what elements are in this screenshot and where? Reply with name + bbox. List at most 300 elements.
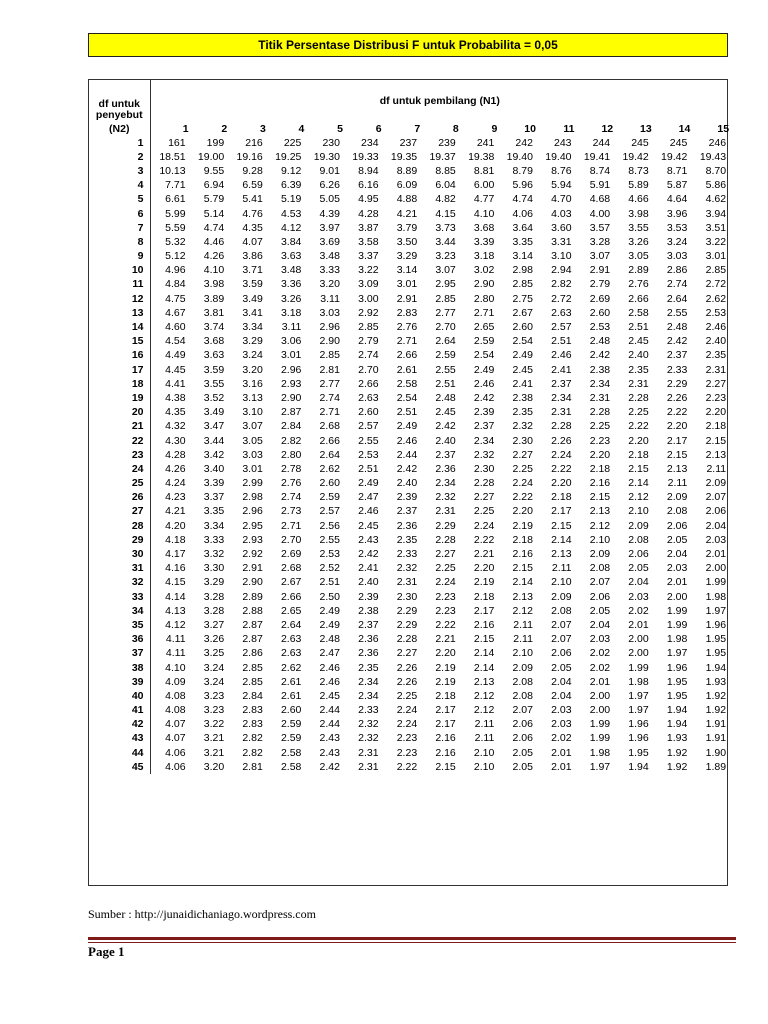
table-cell: 3.39	[473, 235, 495, 248]
table-cell: 2.60	[319, 477, 340, 490]
table-cell: 4.95	[358, 193, 379, 206]
table-cell: 2.40	[396, 477, 418, 490]
column-header: 9	[491, 123, 498, 135]
table-cell: 2.22	[473, 533, 495, 546]
table-cell: 2.99	[242, 477, 263, 490]
table-cell: 2.17	[435, 718, 456, 731]
row-df-n2: 18	[89, 377, 150, 391]
table-cell: 3.34	[203, 519, 225, 532]
table-cell: 2.16	[512, 548, 533, 561]
table-cell: 2.60	[280, 704, 302, 717]
table-cell: 1.94	[666, 704, 688, 717]
table-cell: 2.38	[589, 363, 611, 376]
table-cell: 2.00	[705, 562, 727, 575]
table-cell: 2.01	[551, 746, 572, 759]
table-cell: 3.50	[396, 235, 418, 248]
table-cell: 3.28	[203, 590, 225, 603]
table-cell: 19.25	[275, 150, 302, 163]
table-cell: 2.31	[358, 760, 379, 773]
table-row	[89, 448, 729, 462]
table-cell: 3.48	[319, 250, 340, 263]
table-cell: 8.74	[589, 164, 611, 177]
table-cell: 2.45	[435, 406, 456, 419]
table-cell: 3.14	[512, 250, 533, 263]
table-cell: 2.23	[396, 746, 418, 759]
table-cell: 2.15	[705, 434, 727, 447]
table-cell: 2.55	[358, 434, 379, 447]
table-cell: 19.00	[197, 150, 225, 163]
table-cell: 2.76	[628, 278, 649, 291]
table-cell: 3.89	[203, 292, 225, 305]
table-cell: 2.06	[589, 590, 611, 603]
table-cell: 2.09	[705, 477, 727, 490]
table-row	[89, 675, 729, 689]
table-cell: 3.51	[705, 221, 727, 234]
table-cell: 2.31	[435, 505, 456, 518]
table-cell: 2.85	[435, 292, 456, 305]
table-row	[89, 164, 729, 178]
table-cell: 2.57	[358, 420, 379, 433]
table-cell: 3.28	[203, 604, 225, 617]
table-cell: 2.21	[435, 633, 456, 646]
table-cell: 2.58	[280, 760, 302, 773]
table-cell: 2.25	[435, 562, 456, 575]
table-cell: 2.85	[358, 321, 379, 334]
table-cell: 2.31	[705, 363, 727, 376]
table-row	[89, 576, 729, 590]
table-cell: 19.33	[352, 150, 379, 163]
table-cell: 19.42	[622, 150, 649, 163]
row-df-n2: 28	[89, 519, 150, 533]
table-cell: 2.05	[512, 746, 533, 759]
table-cell: 2.15	[435, 760, 456, 773]
table-cell: 2.90	[280, 391, 302, 404]
table-cell: 2.68	[280, 562, 302, 575]
table-cell: 2.24	[551, 448, 572, 461]
table-cell: 2.25	[628, 406, 649, 419]
table-cell: 3.39	[203, 477, 225, 490]
table-cell: 2.37	[396, 505, 418, 518]
table-cell: 2.30	[396, 590, 418, 603]
table-cell: 3.69	[319, 235, 340, 248]
table-cell: 3.00	[358, 292, 379, 305]
row-header-line: (N2)	[89, 122, 150, 136]
footer-rule-thin	[88, 942, 736, 943]
table-cell: 6.26	[319, 179, 340, 192]
row-df-n2: 13	[89, 306, 150, 320]
table-cell: 2.20	[628, 434, 649, 447]
table-cell: 3.01	[705, 250, 727, 263]
table-cell: 4.03	[551, 207, 572, 220]
table-cell: 2.24	[396, 718, 418, 731]
row-df-n2: 6	[89, 207, 150, 221]
table-cell: 2.20	[435, 647, 456, 660]
table-cell: 3.57	[589, 221, 611, 234]
table-row	[89, 207, 729, 221]
row-df-n2: 12	[89, 292, 150, 306]
table-row	[89, 704, 729, 718]
table-cell: 2.35	[705, 349, 727, 362]
table-cell: 2.29	[396, 604, 418, 617]
column-header: 1	[182, 123, 189, 135]
table-cell: 2.86	[666, 264, 688, 277]
table-cell: 2.62	[319, 462, 340, 475]
table-cell: 2.26	[551, 434, 572, 447]
table-cell: 4.62	[705, 193, 727, 206]
table-cell: 4.60	[165, 321, 186, 334]
table-cell: 2.49	[396, 420, 418, 433]
table-cell: 2.65	[473, 321, 495, 334]
table-row	[89, 363, 729, 377]
table-cell: 2.74	[319, 391, 340, 404]
table-cell: 2.96	[242, 505, 263, 518]
table-cell: 2.07	[705, 491, 727, 504]
row-df-n2: 39	[89, 675, 150, 689]
table-cell: 3.07	[242, 420, 263, 433]
table-cell: 3.48	[280, 264, 302, 277]
table-cell: 5.96	[512, 179, 533, 192]
table-cell: 2.48	[319, 633, 340, 646]
table-cell: 3.37	[203, 491, 225, 504]
table-row	[89, 590, 729, 604]
table-cell: 1.99	[589, 732, 611, 745]
column-header: 10	[524, 123, 536, 135]
column-header: 7	[414, 123, 421, 135]
table-cell: 2.96	[280, 363, 302, 376]
table-cell: 2.19	[435, 675, 456, 688]
table-cell: 4.66	[628, 193, 649, 206]
table-cell: 2.61	[396, 363, 418, 376]
table-cell: 4.82	[435, 193, 456, 206]
table-cell: 2.27	[705, 377, 727, 390]
table-cell: 2.54	[396, 391, 418, 404]
table-cell: 2.63	[551, 306, 572, 319]
table-cell: 3.10	[242, 406, 263, 419]
table-cell: 6.39	[280, 179, 302, 192]
table-cell: 2.73	[280, 505, 302, 518]
col-super-header: df untuk pembilang (N1)	[150, 80, 729, 122]
table-cell: 2.38	[512, 391, 533, 404]
table-cell: 1.95	[666, 675, 688, 688]
table-cell: 8.89	[396, 164, 418, 177]
table-cell: 2.35	[358, 661, 379, 674]
row-df-n2: 21	[89, 420, 150, 434]
table-cell: 2.81	[319, 363, 340, 376]
table-cell: 2.10	[512, 647, 533, 660]
table-cell: 4.07	[165, 718, 186, 731]
table-cell: 2.84	[280, 420, 302, 433]
table-cell: 3.60	[551, 221, 572, 234]
table-cell: 2.89	[242, 590, 263, 603]
table-cell: 2.18	[551, 491, 572, 504]
table-cell: 2.87	[242, 618, 263, 631]
table-cell: 2.80	[280, 448, 302, 461]
table-cell: 2.42	[358, 548, 379, 561]
table-cell: 2.11	[513, 618, 533, 631]
table-cell: 3.59	[242, 278, 263, 291]
table-row	[89, 235, 729, 249]
table-cell: 2.15	[589, 491, 611, 504]
table-cell: 2.62	[705, 292, 727, 305]
table-cell: 1.97	[589, 760, 611, 773]
table-cell: 2.07	[512, 704, 533, 717]
row-df-n2: 26	[89, 491, 150, 505]
table-cell: 3.53	[666, 221, 688, 234]
table-cell: 2.85	[705, 264, 727, 277]
column-header: 12	[601, 123, 614, 135]
table-cell: 2.23	[589, 434, 611, 447]
table-cell: 3.23	[203, 704, 225, 717]
table-cell: 2.05	[551, 661, 572, 674]
table-cell: 2.20	[589, 448, 611, 461]
table-cell: 3.63	[203, 349, 225, 362]
table-cell: 4.28	[358, 207, 379, 220]
table-cell: 2.96	[319, 321, 340, 334]
table-cell: 4.53	[280, 207, 302, 220]
table-cell: 3.03	[319, 306, 340, 319]
table-cell: 2.05	[666, 533, 688, 546]
column-header: 2	[221, 123, 228, 135]
table-cell: 4.84	[165, 278, 186, 291]
row-df-n2: 24	[89, 462, 150, 476]
table-cell: 2.37	[473, 420, 495, 433]
table-cell: 5.79	[203, 193, 225, 206]
table-cell: 2.23	[435, 604, 456, 617]
table-cell: 2.31	[551, 406, 572, 419]
page-number: Page 1	[88, 944, 125, 959]
table-cell: 2.44	[319, 718, 340, 731]
table-cell: 4.10	[473, 207, 495, 220]
table-row	[89, 349, 729, 363]
table-cell: 3.44	[203, 434, 225, 447]
table-cell: 225	[283, 136, 302, 149]
table-cell: 9.01	[319, 164, 340, 177]
table-cell: 7.71	[165, 179, 186, 192]
table-cell: 2.50	[319, 590, 340, 603]
table-cell: 2.06	[666, 519, 688, 532]
table-cell: 2.28	[435, 533, 456, 546]
table-cell: 2.04	[628, 576, 649, 589]
table-cell: 3.20	[203, 760, 225, 773]
table-cell: 4.54	[165, 335, 186, 348]
table-cell: 2.82	[242, 746, 263, 759]
table-row	[89, 391, 729, 405]
row-df-n2: 14	[89, 320, 150, 334]
table-cell: 2.91	[589, 264, 611, 277]
table-cell: 18.51	[159, 150, 186, 163]
table-cell: 2.43	[319, 732, 340, 745]
table-cell: 2.19	[435, 661, 456, 674]
table-body	[89, 136, 729, 774]
row-header-line: penyebut	[95, 109, 143, 121]
table-cell: 6.16	[358, 179, 379, 192]
table-cell: 2.22	[628, 420, 649, 433]
table-cell: 2.51	[628, 321, 649, 334]
table-cell: 2.13	[589, 505, 611, 518]
table-cell: 2.20	[666, 420, 688, 433]
table-row	[89, 434, 729, 448]
table-cell: 4.24	[165, 477, 186, 490]
table-cell: 2.71	[396, 335, 418, 348]
table-cell: 3.24	[666, 235, 688, 248]
table-cell: 2.21	[473, 548, 495, 561]
table-cell: 2.79	[358, 335, 379, 348]
table-cell: 6.61	[165, 193, 186, 206]
table-cell: 3.20	[242, 363, 263, 376]
table-cell: 2.71	[319, 406, 340, 419]
table-cell: 2.03	[551, 704, 572, 717]
table-cell: 19.43	[699, 150, 727, 163]
table-cell: 2.11	[513, 633, 533, 646]
table-cell: 3.07	[435, 264, 456, 277]
table-cell: 2.34	[358, 689, 379, 702]
table-cell: 2.55	[435, 363, 456, 376]
row-df-n2: 16	[89, 349, 150, 363]
table-cell: 2.14	[473, 661, 495, 674]
table-cell: 2.49	[319, 618, 340, 631]
table-cell: 5.05	[319, 193, 340, 206]
table-row	[89, 335, 729, 349]
table-cell: 2.10	[551, 576, 572, 589]
table-cell: 2.16	[589, 477, 611, 490]
table-cell: 8.76	[551, 164, 572, 177]
table-cell: 2.58	[628, 306, 649, 319]
table-cell: 237	[399, 136, 418, 149]
table-cell: 2.46	[358, 505, 379, 518]
table-cell: 3.03	[666, 250, 688, 263]
table-cell: 9.12	[280, 164, 302, 177]
table-cell: 1.99	[666, 618, 688, 631]
table-cell: 2.27	[396, 647, 418, 660]
f-table	[89, 80, 729, 774]
table-cell: 4.32	[165, 420, 186, 433]
table-cell: 4.74	[512, 193, 533, 206]
table-cell: 2.98	[512, 264, 533, 277]
table-cell: 2.77	[319, 377, 340, 390]
table-cell: 4.26	[165, 462, 186, 475]
table-cell: 5.87	[666, 179, 688, 192]
table-cell: 3.98	[203, 278, 225, 291]
table-cell: 4.15	[435, 207, 456, 220]
table-cell: 2.62	[280, 661, 302, 674]
table-cell: 2.36	[358, 647, 379, 660]
table-cell: 19.42	[661, 150, 688, 163]
table-cell: 2.26	[396, 675, 418, 688]
table-cell: 4.13	[165, 604, 186, 617]
table-row	[89, 264, 729, 278]
table-cell: 1.95	[705, 647, 727, 660]
table-cell: 2.33	[358, 704, 379, 717]
table-cell: 2.51	[358, 462, 379, 475]
table-cell: 3.55	[628, 221, 649, 234]
table-cell: 2.82	[242, 732, 263, 745]
table-cell: 2.22	[396, 760, 418, 773]
table-cell: 2.24	[473, 519, 495, 532]
table-cell: 5.94	[551, 179, 572, 192]
table-cell: 243	[554, 136, 572, 149]
table-cell: 2.22	[435, 618, 456, 631]
table-cell: 2.46	[705, 321, 727, 334]
table-cell: 2.20	[551, 477, 572, 490]
table-cell: 4.12	[280, 221, 302, 234]
table-cell: 2.23	[705, 391, 727, 404]
table-cell: 1.97	[628, 704, 649, 717]
table-cell: 2.18	[512, 533, 533, 546]
table-cell: 4.35	[242, 221, 263, 234]
table-cell: 2.66	[396, 349, 418, 362]
table-row	[89, 221, 729, 235]
column-header: 6	[375, 123, 382, 135]
table-cell: 2.30	[512, 434, 533, 447]
table-cell: 1.92	[666, 760, 688, 773]
table-cell: 2.65	[280, 604, 302, 617]
table-cell: 2.12	[589, 519, 611, 532]
table-cell: 2.00	[628, 647, 649, 660]
table-cell: 2.02	[589, 661, 611, 674]
table-cell: 161	[168, 136, 186, 149]
table-cell: 3.11	[281, 321, 302, 334]
table-cell: 1.93	[705, 675, 727, 688]
table-cell: 2.41	[512, 377, 533, 390]
table-cell: 2.83	[396, 306, 418, 319]
table-cell: 2.13	[551, 548, 572, 561]
table-cell: 2.17	[435, 704, 456, 717]
column-header: 4	[298, 123, 305, 135]
table-cell: 3.22	[705, 235, 727, 248]
table-cell: 2.53	[319, 548, 340, 561]
table-cell: 2.41	[551, 363, 572, 376]
table-cell: 2.03	[666, 562, 688, 575]
table-cell: 2.03	[551, 718, 572, 731]
table-cell: 2.27	[473, 491, 495, 504]
table-cell: 3.86	[242, 250, 263, 263]
table-cell: 2.06	[628, 548, 649, 561]
table-cell: 2.91	[242, 562, 263, 575]
table-cell: 2.03	[628, 590, 649, 603]
table-cell: 4.12	[165, 618, 186, 631]
table-cell: 2.29	[435, 519, 456, 532]
table-cell: 2.03	[705, 533, 727, 546]
table-row	[89, 193, 729, 207]
table-cell: 3.11	[320, 292, 340, 305]
table-cell: 2.39	[396, 491, 418, 504]
table-cell: 2.08	[551, 604, 572, 617]
table-cell: 245	[669, 136, 688, 149]
table-cell: 2.90	[319, 335, 340, 348]
table-cell: 2.09	[666, 491, 688, 504]
table-cell: 2.92	[358, 306, 379, 319]
table-cell: 2.08	[666, 505, 688, 518]
table-cell: 2.70	[358, 363, 379, 376]
table-cell: 2.58	[396, 377, 418, 390]
table-cell: 4.09	[165, 675, 186, 688]
table-cell: 2.66	[319, 434, 340, 447]
table-cell: 2.13	[473, 675, 495, 688]
table-cell: 3.28	[589, 235, 611, 248]
table-cell: 3.40	[203, 462, 225, 475]
row-df-n2: 15	[89, 335, 150, 349]
table-cell: 2.70	[280, 533, 302, 546]
table-cell: 2.53	[705, 306, 727, 319]
table-cell: 2.05	[512, 760, 533, 773]
table-cell: 2.01	[705, 548, 727, 561]
table-cell: 2.95	[242, 519, 263, 532]
table-cell: 2.11	[474, 732, 495, 745]
table-cell: 3.20	[319, 278, 340, 291]
table-cell: 3.47	[203, 420, 225, 433]
table-cell: 2.63	[358, 391, 379, 404]
table-cell: 3.73	[435, 221, 456, 234]
